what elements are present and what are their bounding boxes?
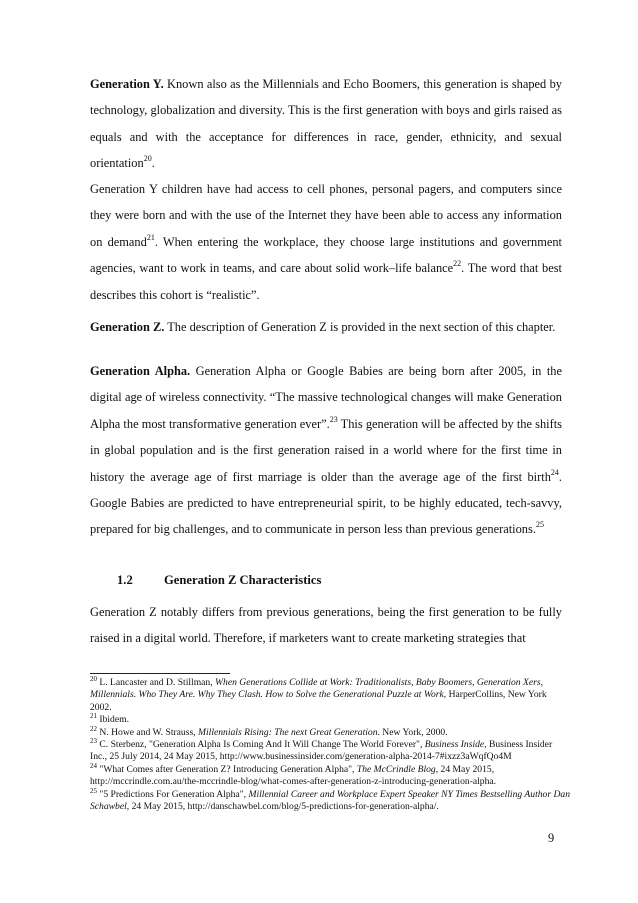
paragraph-generation-alpha (90, 358, 562, 543)
footnote-number: 22 (90, 724, 97, 733)
footnotes (90, 677, 570, 813)
footnote-text: , 24 May 2015, http://danschawbel.com/blog/5-predictions-for-generation-alpha/. (126, 801, 439, 813)
footnote-24 (90, 761, 570, 789)
footnote-21 (90, 714, 570, 726)
paragraph-text: . (151, 156, 155, 171)
paragraph-text: Generation Z notably differs from previous generations, being the first generation to be fully raised in a digital world. Therefore, if marketers want to create marketing strategies that (90, 605, 562, 646)
footnote-number: 25 (90, 786, 97, 795)
footnote-text: "5 Predictions For Generation Alpha", (97, 788, 249, 800)
paragraph-text: Generation Y children have had access to cell phones, personal pagers, and computers since they were born and with the use of the Internet they have been able to access any information on demand (90, 182, 562, 249)
paragraph-text: . Google Babies are predicted to have entrepreneurial spirit, to be highly educated, tech-savvy, prepared for big challenges, and to communicate in person less than previous generations. (90, 469, 562, 537)
footnote-20 (90, 677, 570, 714)
term-generation-y: Generation Y. (90, 77, 164, 91)
footnote-title: Millennials Rising: The next Great Generation (198, 726, 378, 738)
footnote-ref: 22 (453, 259, 462, 269)
term-generation-alpha: Generation Alpha. (90, 364, 191, 378)
section-heading (90, 570, 562, 590)
footnote-text: . New York, 2000. (377, 726, 448, 738)
footnote-number: 21 (90, 712, 97, 721)
footnote-title: The McCrindle Blog, (356, 763, 439, 775)
footnote-23 (90, 739, 570, 764)
paragraph-generation-y-children (90, 176, 562, 308)
paragraph-text: This generation will be affected by the shifts in global population and is the first generation raised in a world where for the first time in history the average age of first marriage is older than the average age of the first birth (90, 416, 563, 484)
footnote-number: 20 (90, 675, 97, 683)
footnote-text: Ibidem. (97, 714, 129, 726)
paragraph-text: Generation Alpha or Google Babies are being born after 2005, in the digital age of wireless connectivity. “The massive technological changes will make Generation Alpha the most transformative generation ever”. (90, 364, 562, 431)
term-generation-z: Generation Z. (90, 320, 165, 334)
footnote-text: 24 May 2015, http://mccrindle.com.au/the-mccrindle-blog/what-comes-after-generation-z-introducing-generation-alpha. (90, 763, 497, 788)
paragraph-generation-z-intro (90, 599, 562, 652)
footnote-number: 23 (90, 737, 97, 746)
paragraph-text: . When entering the workplace, they choose large institutions and government agencies, want to work in teams, and care about solid work–life balance (90, 234, 562, 276)
footnote-text: "What Comes after Generation Z? Introducing Generation Alpha", (97, 763, 357, 775)
footnote-22 (90, 724, 570, 739)
footnote-text: Business Insider Inc., 25 July 2014, 24 May 2015, http://www.businessinsider.com/generation-alpha-2014-7#ixzz3aWqfQo4M (90, 739, 553, 763)
footnote-ref: 24 (550, 467, 559, 477)
paragraph-text: The description of Generation Z is provided in the next section of this chapter. (164, 320, 556, 334)
paragraph-generation-z (90, 314, 562, 340)
footnote-title: Business Inside, (424, 739, 487, 751)
footnote-text: , HarperCollins, New York 2002. (90, 689, 547, 713)
footnote-text: L. Lancaster and D. Stillman, (97, 677, 216, 688)
footnote-ref: 21 (146, 232, 155, 242)
footnote-text: C. Sterbenz, "Generation Alpha Is Coming And It Will Change The World Forever", (97, 739, 425, 751)
paragraph-text: . The word that best describes this cohort is “realistic”. (90, 261, 562, 302)
section-title: Generation Z Characteristics (164, 573, 322, 587)
page-number: 9 (548, 831, 555, 845)
footnote-number: 24 (90, 761, 97, 770)
footnote-title: Millennial Career and Workplace Expert Speaker NY Times Bestselling Author Dan Schawbel (90, 788, 570, 813)
footnote-25 (90, 786, 570, 814)
footnote-ref: 20 (143, 154, 152, 164)
section-number: 1.2 (117, 573, 133, 587)
paragraph-generation-y (90, 71, 562, 177)
footnote-ref: 25 (535, 520, 544, 530)
footnote-title: When Generations Collide at Work: Traditionalists, Baby Boomers, Generation Xers, Millennials. Who They Are. Why They Clash. How to Solve the Generational Puzzle at Work (90, 677, 543, 701)
footnote-separator (90, 673, 230, 674)
footnote-ref: 23 (329, 414, 338, 424)
paragraph-text: Known also as the Millennials and Echo Boomers, this generation is shaped by technology, globalization and diversity. This is the first generation with boys and girls raised as equals and with the acceptance for differences in race, gender, ethnicity, and sexual orientation (90, 77, 562, 171)
footnote-text: N. Howe and W. Strauss, (97, 726, 198, 738)
